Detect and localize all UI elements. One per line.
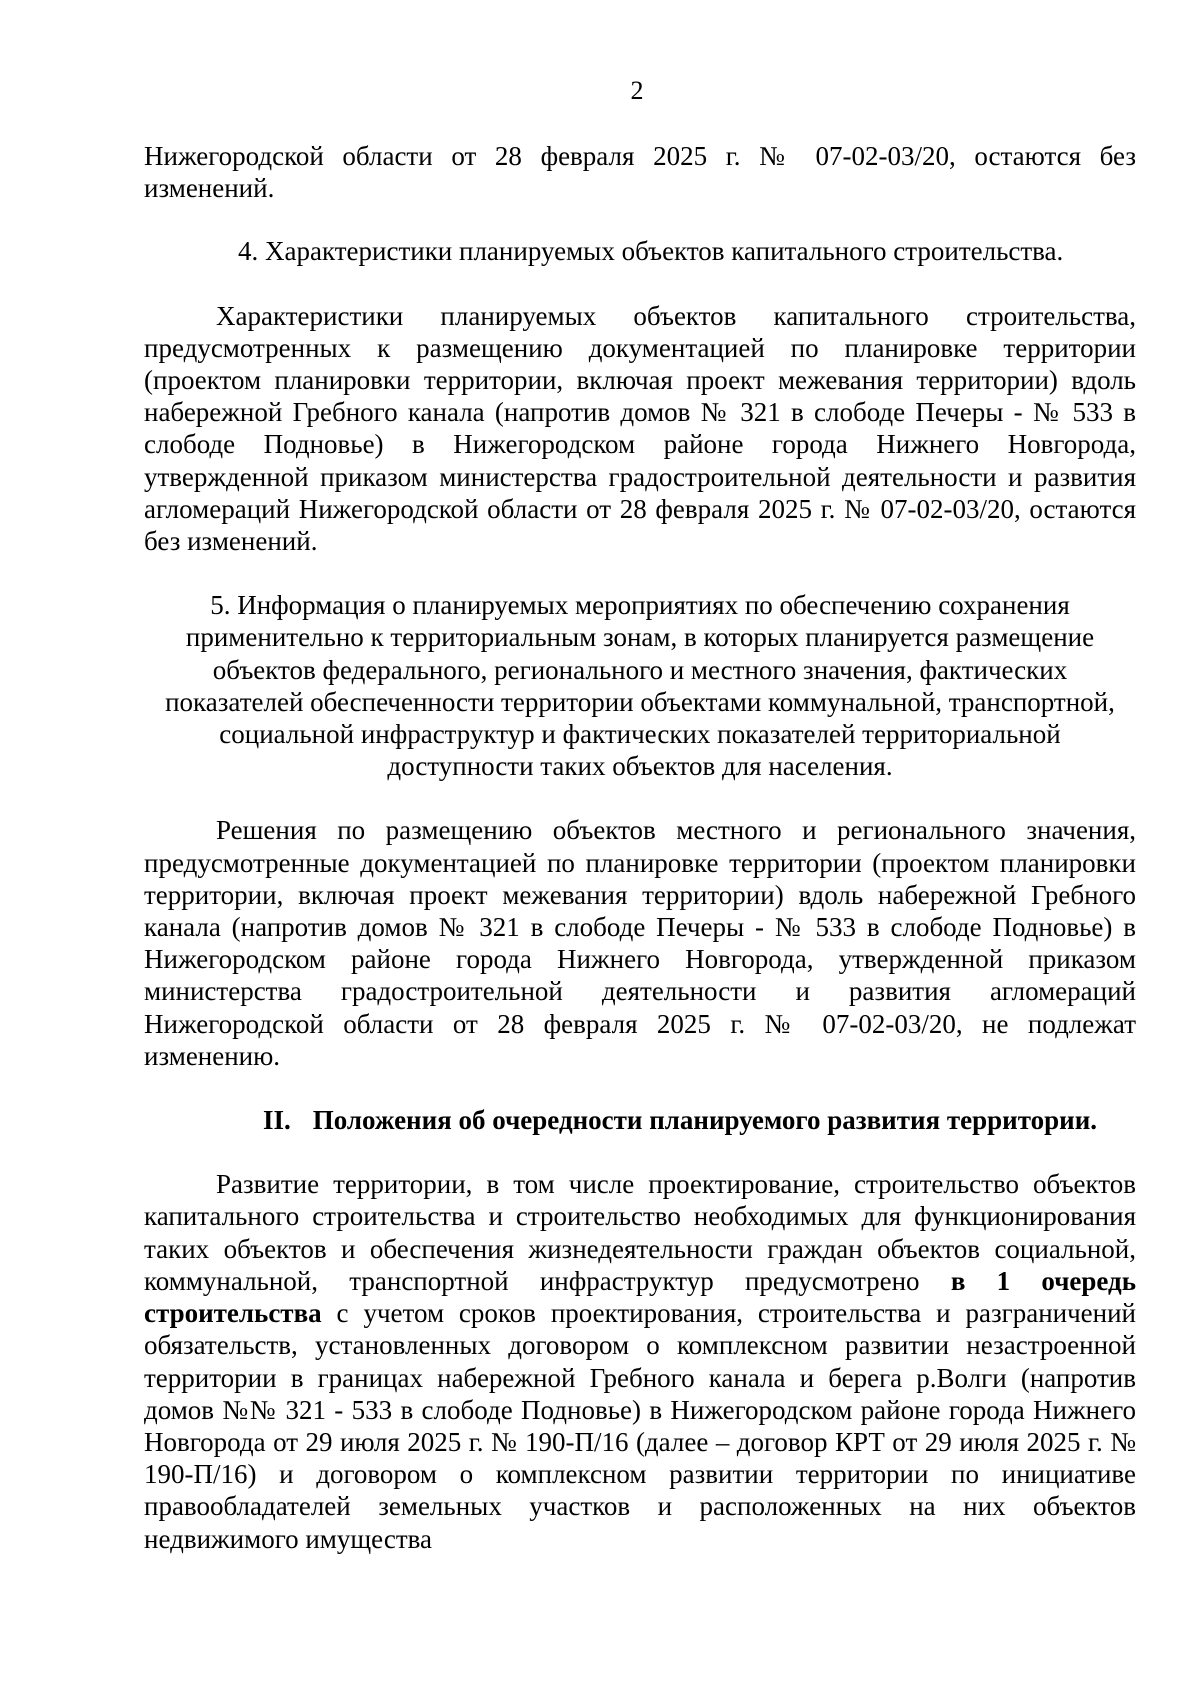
section-ii-title: Положения об очередности планируемого развития территории. (312, 1105, 1098, 1136)
page-number: 2 (630, 76, 644, 105)
section-5-heading: 5. Информация о планируемых мероприятиях по обеспечению сохранения применительно к территориальным зонам, в которых планируется размещение объектов федерального, регионального и местного значения, фактических показателей обеспеченности территории объектами коммунальной, транспортной, социальной инфраструктур и фактических показателей территориальной доступности таких объектов для населения. (165, 590, 1115, 782)
section-ii-number: II. (262, 1105, 291, 1136)
section-ii-text (144, 1168, 1136, 1554)
section-4-heading: 4. Характеристики планируемых объектов капитального строительства. (238, 236, 1064, 267)
section-ii-text-bold: в 1 очередь строительства (144, 1265, 1136, 1329)
intro-paragraph: Нижегородской области от 28 февраля 2025 г. № 07-02-03/20, остаются без изменений. (144, 141, 1136, 204)
section-4-text: Характеристики планируемых объектов капитального строительства, предусмотренных к размещению документацией по планировке территории (проектом планировки территории, включая проект межевания территории) вдоль набережной Гребного канала (напротив домов № 321 в слободе Печеры - № 533 в слободе Подновье) в Нижегородском районе города Нижнего Новгорода, утвержденной приказом министерства градостроительной деятельности и развития агломераций Нижегородской области от 28 февраля 2025 г. № 07-02-03/20, остаются без изменений. (144, 300, 1136, 557)
section-ii-text-start: Развитие территории, в том числе проектирование, строительство объектов капитального строительства и строительство необходимых для функционирования таких объектов и обеспечения жизнедеятельности граждан объектов социальной, коммунальной, транспортной инфраструктур предусмотрено (144, 1169, 1136, 1296)
section-ii-heading (144, 1104, 1136, 1136)
document-body (144, 140, 1136, 1555)
section-ii-text-end: с учетом сроков проектирования, строительства и разграничений обязательств, установленных договором о комплексном развитии незастроенной территории в границах набережной Гребного канала и берега р.Волги (напротив домов №№ 321 - 533 в слободе Подновье) в Нижегородском районе города Нижнего Новгорода от 29 июля 2025 г. № 190-П/16 (далее – договор КРТ от 29 июля 2025 г. № 190-П/16) и договором о комплексном развитии территории по инициативе правообладателей земельных участков и расположенных на них объектов недвижимого имущества (144, 1298, 1136, 1554)
section-5-text: Решения по размещению объектов местного и регионального значения, предусмотренные документацией по планировке территории (проектом планировки территории, включая проект межевания территории) вдоль набережной Гребного канала (напротив домов № 321 в слободе Печеры - № 533 в слободе Подновье) в Нижегородском районе города Нижнего Новгорода, утвержденной приказом министерства градостроительной деятельности и развития агломераций Нижегородской области от 28 февраля 2025 г. № 07-02-03/20, не подлежат изменению. (144, 815, 1136, 1071)
